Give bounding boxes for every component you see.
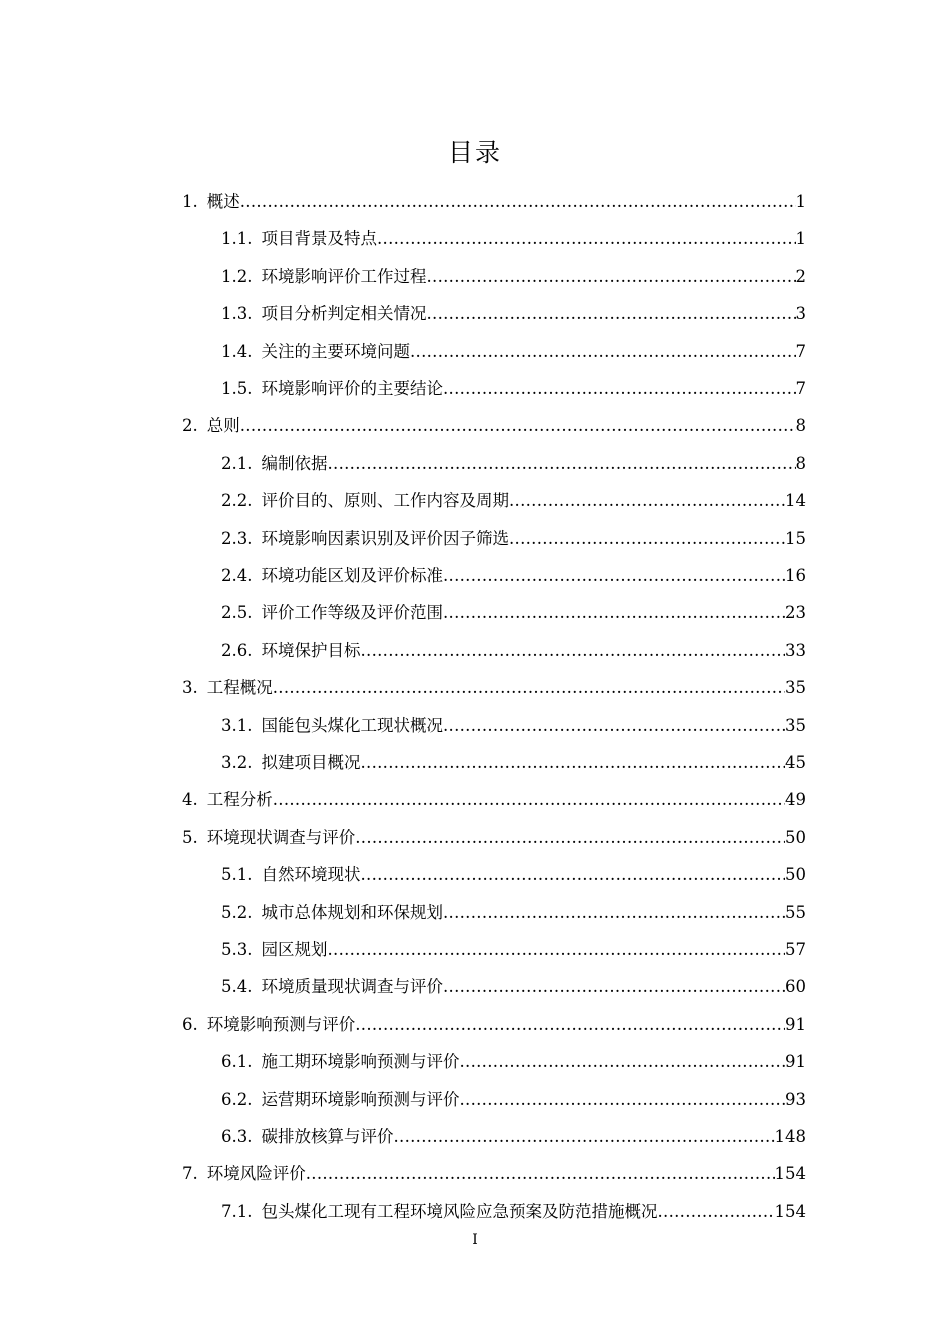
toc-section-entry[interactable] bbox=[221, 374, 806, 404]
toc-entry-page: 1 bbox=[795, 192, 806, 211]
toc-entry-title: 环境影响评价工作过程 bbox=[261, 266, 427, 286]
toc-dot-leader bbox=[509, 486, 785, 516]
toc-entry-title: 总则 bbox=[206, 416, 240, 436]
toc-entry-number: 5.4. bbox=[221, 977, 253, 997]
toc-entry-title: 园区规划 bbox=[261, 940, 328, 959]
toc-section-entry[interactable] bbox=[221, 262, 806, 292]
toc-entry-number: 5.2. bbox=[221, 902, 253, 922]
toc-entry-page: 50 bbox=[785, 827, 806, 847]
toc-dot-leader bbox=[658, 1197, 775, 1227]
toc-entry-title: 编制依据 bbox=[261, 453, 328, 473]
toc-entry-number: 4. bbox=[182, 790, 198, 810]
toc-chapter-entry[interactable] bbox=[182, 673, 806, 703]
toc-entry-title: 环境风险评价 bbox=[206, 1164, 306, 1184]
toc-entry-title: 环境影响评价的主要结论 bbox=[261, 379, 443, 398]
toc-entry-number: 1.4. bbox=[221, 341, 253, 361]
toc-entry-number: 2.1. bbox=[221, 453, 253, 473]
toc-entry-title: 运营期环境影响预测与评价 bbox=[261, 1089, 460, 1109]
toc-dot-leader bbox=[355, 823, 785, 853]
toc-section-entry[interactable] bbox=[221, 224, 806, 254]
toc-entry-title: 环境影响因素识别及评价因子筛选 bbox=[261, 528, 509, 548]
toc-entry-page: 35 bbox=[785, 715, 806, 735]
toc-dot-leader bbox=[361, 748, 786, 778]
toc-entry-page: 16 bbox=[785, 566, 806, 585]
toc-entry-title: 环境功能区划及评价标准 bbox=[261, 566, 443, 585]
toc-section-entry[interactable] bbox=[221, 1122, 806, 1152]
toc-dot-leader bbox=[377, 224, 796, 254]
page-number: I bbox=[472, 1232, 478, 1248]
toc-dot-leader bbox=[509, 524, 785, 554]
toc-entry-title: 环境现状调查与评价 bbox=[206, 827, 356, 847]
toc-entry-page: 3 bbox=[795, 304, 806, 324]
toc-entry-number: 1.3. bbox=[221, 304, 253, 324]
toc-dot-leader bbox=[443, 374, 796, 404]
toc-entry-page: 55 bbox=[785, 902, 806, 922]
toc-entry-number: 6.2. bbox=[221, 1089, 253, 1109]
toc-entry-page: 7 bbox=[795, 341, 806, 361]
toc-entry-number: 7. bbox=[182, 1164, 198, 1184]
toc-entry-page: 15 bbox=[785, 528, 806, 548]
toc-dot-leader bbox=[306, 1159, 775, 1189]
toc-section-entry[interactable] bbox=[221, 486, 806, 516]
toc-entry-number: 3.1. bbox=[221, 715, 253, 735]
toc-entry-number: 1.1. bbox=[221, 229, 253, 249]
toc-dot-leader bbox=[355, 1010, 785, 1040]
toc-dot-leader bbox=[328, 935, 786, 965]
toc-section-entry[interactable] bbox=[221, 598, 806, 628]
toc-entry-title: 城市总体规划和环保规划 bbox=[261, 902, 443, 922]
toc-dot-leader bbox=[240, 411, 796, 441]
toc-entry-page: 148 bbox=[774, 1127, 806, 1146]
toc-dot-leader bbox=[273, 785, 785, 815]
toc-section-entry[interactable] bbox=[221, 636, 806, 666]
toc-section-entry[interactable] bbox=[221, 748, 806, 778]
toc-entry-number: 2.2. bbox=[221, 491, 253, 511]
toc-dot-leader bbox=[328, 449, 796, 479]
toc-dot-leader bbox=[273, 673, 785, 703]
toc-entry-title: 拟建项目概况 bbox=[261, 753, 361, 772]
toc-entry-title: 评价目的、原则、工作内容及周期 bbox=[261, 491, 509, 511]
toc-chapter-entry[interactable] bbox=[182, 411, 806, 441]
toc-dot-leader bbox=[394, 1122, 775, 1152]
toc-entry-title: 项目背景及特点 bbox=[261, 229, 377, 249]
toc-section-entry[interactable] bbox=[221, 337, 806, 367]
toc-entry-page: 2 bbox=[795, 266, 806, 286]
toc-entry-page: 7 bbox=[795, 379, 806, 398]
toc-entry-number: 7.1. bbox=[221, 1201, 253, 1221]
toc-entry-page: 8 bbox=[795, 453, 806, 473]
toc-entry-title: 碳排放核算与评价 bbox=[261, 1127, 394, 1146]
toc-entry-page: 1 bbox=[795, 229, 806, 249]
toc-entry-title: 工程概况 bbox=[206, 678, 273, 698]
toc-entry-number: 5. bbox=[182, 827, 198, 847]
toc-entry-title: 工程分析 bbox=[206, 790, 273, 810]
toc-entry-number: 6. bbox=[182, 1014, 198, 1034]
toc-entry-page: 50 bbox=[785, 865, 806, 885]
toc-entry-title: 施工期环境影响预测与评价 bbox=[261, 1052, 460, 1072]
toc-section-entry[interactable] bbox=[221, 449, 806, 479]
toc-entry-number: 2.6. bbox=[221, 640, 253, 660]
toc-entry-page: 33 bbox=[785, 640, 806, 660]
toc-dot-leader bbox=[443, 898, 785, 928]
toc-section-entry[interactable] bbox=[221, 1085, 806, 1115]
toc-chapter-entry[interactable] bbox=[182, 1159, 806, 1189]
toc-section-entry[interactable] bbox=[221, 898, 806, 928]
toc-entry-page: 154 bbox=[774, 1164, 806, 1184]
toc-entry-title: 包头煤化工现有工程环境风险应急预案及防范措施概况 bbox=[261, 1201, 658, 1221]
toc-dot-leader bbox=[361, 636, 786, 666]
toc-chapter-entry[interactable] bbox=[182, 785, 806, 815]
toc-entry-page: 23 bbox=[785, 603, 806, 623]
toc-entry-page: 49 bbox=[785, 790, 806, 810]
toc-dot-leader bbox=[460, 1085, 786, 1115]
toc-entry-page: 45 bbox=[785, 753, 806, 772]
toc-entry-page: 14 bbox=[785, 491, 806, 511]
toc-entry-number: 2.4. bbox=[221, 566, 253, 585]
toc-entry-title: 概述 bbox=[206, 192, 240, 211]
toc-section-entry[interactable] bbox=[221, 1047, 806, 1077]
toc-entry-title: 项目分析判定相关情况 bbox=[261, 304, 427, 324]
toc-section-entry[interactable] bbox=[221, 972, 806, 1002]
toc-entry-page: 57 bbox=[785, 940, 806, 959]
toc-entry-number: 1.5. bbox=[221, 379, 253, 398]
toc-dot-leader bbox=[443, 561, 785, 591]
toc-chapter-entry[interactable] bbox=[182, 1010, 806, 1040]
toc-entry-title: 环境质量现状调查与评价 bbox=[261, 977, 443, 997]
toc-entry-title: 环境保护目标 bbox=[261, 640, 361, 660]
toc-dot-leader bbox=[443, 972, 785, 1002]
toc-dot-leader bbox=[443, 711, 785, 741]
toc-section-entry[interactable] bbox=[221, 711, 806, 741]
toc-section-entry[interactable] bbox=[221, 1197, 806, 1227]
toc-entry-number: 1.2. bbox=[221, 266, 253, 286]
toc-section-entry[interactable] bbox=[221, 561, 806, 591]
toc-entry-page: 154 bbox=[774, 1201, 806, 1221]
toc-chapter-entry[interactable] bbox=[182, 823, 806, 853]
toc-entry-number: 5.3. bbox=[221, 940, 253, 959]
toc-entry-title: 关注的主要环境问题 bbox=[261, 341, 410, 361]
toc-section-entry[interactable] bbox=[221, 935, 806, 965]
toc-dot-leader bbox=[443, 598, 785, 628]
toc-entry-page: 91 bbox=[785, 1014, 806, 1034]
toc-entry-number: 3. bbox=[182, 678, 198, 698]
toc-entry-number: 2.5. bbox=[221, 603, 253, 623]
toc-entry-title: 环境影响预测与评价 bbox=[206, 1014, 356, 1034]
page-title: 目录 bbox=[447, 138, 502, 167]
toc-entry-number: 6.3. bbox=[221, 1127, 253, 1146]
toc-dot-leader bbox=[240, 187, 796, 217]
toc-section-entry[interactable] bbox=[221, 860, 806, 890]
toc-entry-page: 8 bbox=[795, 416, 806, 436]
toc-entry-page: 35 bbox=[785, 678, 806, 698]
toc-entry-number: 1. bbox=[182, 192, 198, 211]
toc-dot-leader bbox=[460, 1047, 786, 1077]
toc-entry-number: 6.1. bbox=[221, 1052, 253, 1072]
toc-section-entry[interactable] bbox=[221, 299, 806, 329]
toc-entry-page: 60 bbox=[785, 977, 806, 997]
toc-dot-leader bbox=[427, 262, 796, 292]
toc-entry-title: 国能包头煤化工现状概况 bbox=[261, 715, 443, 735]
toc-entry-title: 评价工作等级及评价范围 bbox=[261, 603, 443, 623]
toc-section-entry[interactable] bbox=[221, 524, 806, 554]
toc-dot-leader bbox=[361, 860, 786, 890]
toc-entry-number: 5.1. bbox=[221, 865, 253, 885]
toc-entry-number: 2.3. bbox=[221, 528, 253, 548]
toc-entry-title: 自然环境现状 bbox=[261, 865, 361, 885]
toc-entry-page: 91 bbox=[785, 1052, 806, 1072]
toc-entry-number: 3.2. bbox=[221, 753, 253, 772]
toc-chapter-entry[interactable] bbox=[182, 187, 806, 217]
toc-dot-leader bbox=[427, 299, 796, 329]
toc-entry-number: 2. bbox=[182, 416, 198, 436]
toc-dot-leader bbox=[410, 337, 796, 367]
toc-entry-page: 93 bbox=[785, 1089, 806, 1109]
